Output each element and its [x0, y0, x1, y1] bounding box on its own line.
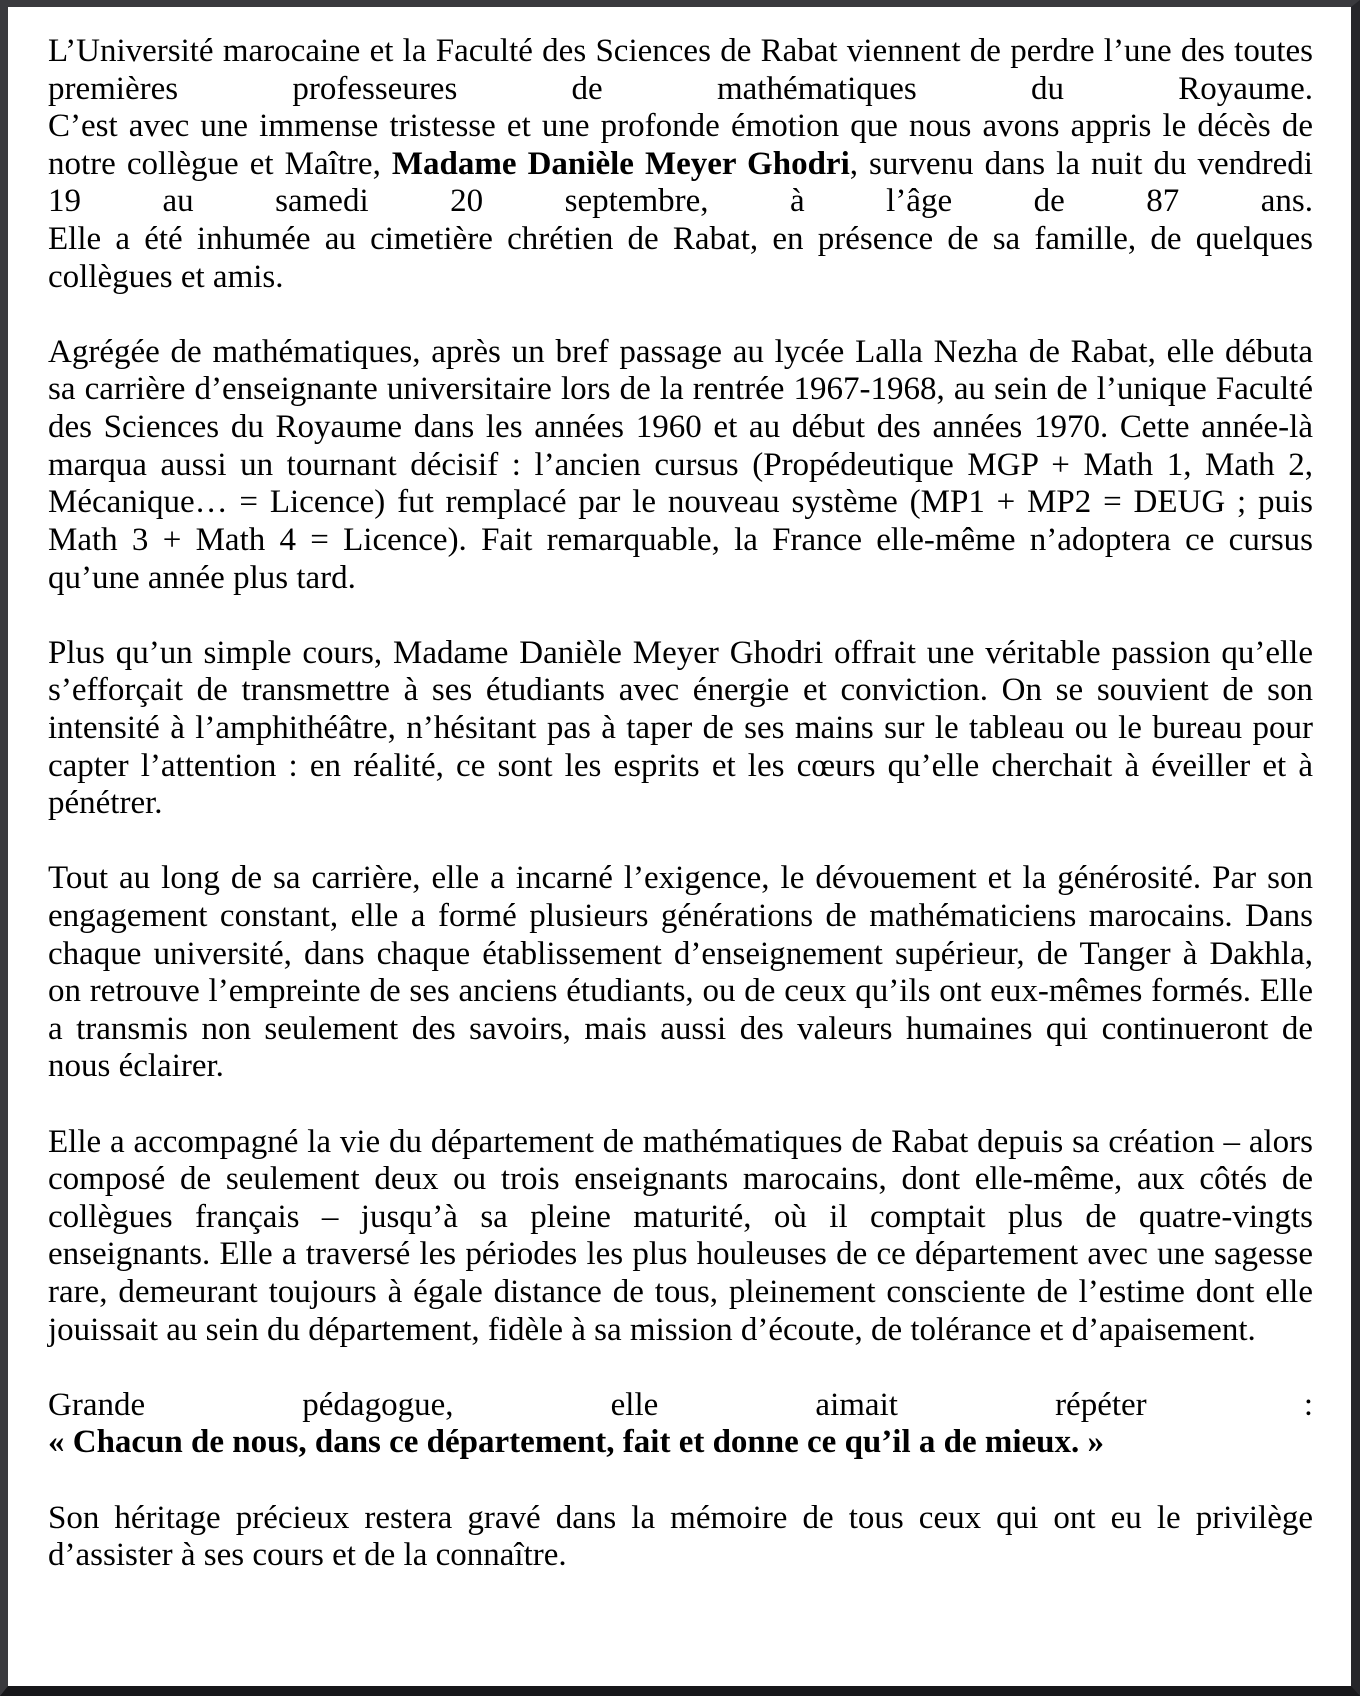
text-segment: [48, 108, 1313, 221]
text-run: Agrégée de mathématiques, après un bref passage au lycée Lalla Nezha de Rabat, elle débuta sa carrière d’enseignante universitaire lors de la rentrée 1967-1968, au sein de l’unique Faculté des Sciences du Royaume dans les années 1960 et au début des années 1970. Cette année-là marqua aussi un tournant décisif : l’ancien cursus (Propédeutique MGP + Math 1, Math 2, Mécanique… = Licence) fut remplacé par le nouveau système (MP1 + MP2 = DEUG ; puis Math 3 + Math 4 = Licence). Fait remarquable, la France elle-même n’adoptera ce cursus qu’une année plus tard.: [48, 333, 1313, 596]
text-segment: [48, 33, 1313, 108]
bold-text-run: « Chacun de nous, dans ce département, fait et donne ce qu’il a de mieux. »: [48, 1424, 1105, 1461]
text-run: L’Université marocaine et la Faculté des Sciences de Rabat viennent de perdre l’une des toutes premières professeures de mathématiques du Royaume.: [48, 33, 1313, 107]
text-run: Elle a été inhumée au cimetière chrétien de Rabat, en présence de sa famille, de quelques collègues et amis.: [48, 221, 1313, 295]
paragraph: [48, 33, 1313, 296]
text-run: Plus qu’un simple cours, Madame Danièle Meyer Ghodri offrait une véritable passion qu’elle s’efforçait de transmettre à ses étudiants avec énergie et conviction. On se souvient de son intensité à l’amphithéâtre, n’hésitant pas à taper de ses mains sur le tableau ou le bureau pour capter l’attention : en réalité, ce sont les esprits et les cœurs qu’elle cherchait à éveiller et à pénétrer.: [48, 634, 1313, 822]
text-run: Elle a accompagné la vie du département de mathématiques de Rabat depuis sa création – alors composé de seulement deux ou trois enseignants marocains, dont elle-même, aux côtés de collègues français – jusqu’à sa pleine maturité, où il comptait plus de quatre-vingts enseignants. Elle a traversé les périodes les plus houleuses de ce département avec une sagesse rare, demeurant toujours à égale distance de tous, pleinement consciente de l’estime dont elle jouissait au sein du département, fidèle à sa mission d’écoute, de tolérance et d’apaisement.: [48, 1123, 1313, 1348]
paragraph: [48, 1500, 1313, 1575]
text-segment: [48, 1424, 1313, 1462]
text-segment: [48, 1124, 1313, 1350]
text-segment: [48, 860, 1313, 1086]
text-segment: [48, 1500, 1313, 1575]
text-segment: [48, 635, 1313, 823]
paragraph: [48, 1124, 1313, 1350]
text-run: , survenu dans la nuit du vendredi 19 au samedi 20 septembre, à l’âge de 87 ans.: [48, 145, 1313, 220]
paragraph: [48, 334, 1313, 597]
bold-text-run: Madame Danièle Meyer Ghodri: [391, 145, 850, 182]
text-segment: [48, 334, 1313, 597]
text-run: C’est avec une immense tristesse et une profonde émotion que nous avons appris le décès de notre collègue et Maître,: [48, 108, 1313, 182]
paragraph: [48, 1387, 1313, 1462]
text-run: Tout au long de sa carrière, elle a incarné l’exigence, le dévouement et la générosité. Par son engagement constant, elle a formé plusieurs générations de mathématiciens marocains. Dans chaque université, dans chaque établissement d’enseignement supérieur, de Tanger à Dakhla, on retrouve l’empreinte de ses anciens étudiants, ou de ceux qu’ils ont eux-mêmes formés. Elle a transmis non seulement des savoirs, mais aussi des valeurs humaines qui continueront de nous éclairer.: [48, 860, 1313, 1085]
paragraph: [48, 860, 1313, 1086]
document-body: [48, 33, 1313, 1575]
text-run: Grande pédagogue, elle aimait répéter :: [48, 1386, 1313, 1423]
paragraph: [48, 635, 1313, 823]
text-segment: [48, 221, 1313, 296]
text-run: Son héritage précieux restera gravé dans la mémoire de tous ceux qui ont eu le privilège d’assister à ses cours et de la connaître.: [48, 1499, 1313, 1574]
text-segment: [48, 1387, 1313, 1425]
